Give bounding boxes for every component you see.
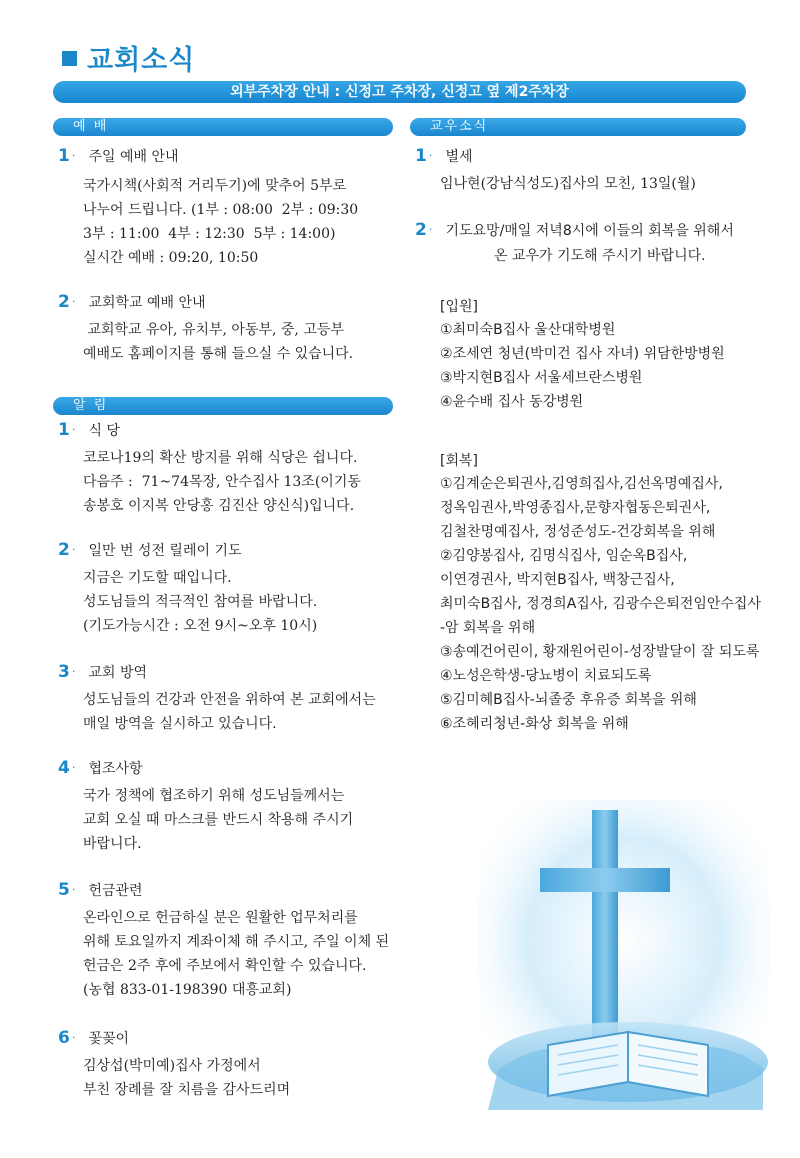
hospital-heading: [입원]	[440, 299, 478, 315]
members-news-header: 교우소식	[410, 118, 746, 136]
worship-header: 예 배	[53, 118, 393, 136]
worship-item-2-title: 교회학교 예배 안내	[88, 295, 206, 311]
worship-item-2: 2 · 교회학교 예배 안내	[58, 292, 206, 312]
worship-item-1: 1 · 주일 예배 안내	[58, 146, 179, 166]
cross-bible-illustration	[478, 800, 770, 1110]
worship-item-1-title: 주일 예배 안내	[88, 149, 179, 165]
notice-item-6: 6 · 꽃꽂이	[58, 1028, 130, 1048]
members-item-2: 2 · 기도요망/매일 저녁8시에 이들의 회복을 위해서	[415, 220, 734, 240]
notice-item-1-body: 코로나19의 확산 방지를 위해 식당은 쉽니다. 다음주 : 71~74목장, 안수집사 13조(이기동 송봉호 이지복 안당홍 김진산 양신식)입니다.	[83, 450, 361, 514]
worship-item-2-body: 교회학교 유아, 유치부, 아동부, 중, 고등부 예배도 홈페이지를 통해 들으실 수 있습니다.	[83, 322, 354, 362]
notice-header: 알 림	[53, 397, 393, 415]
recovery-heading: [회복]	[440, 453, 478, 469]
notice-item-6-body: 김상섭(박미예)집사 가정에서 부친 장례를 잘 치름을 감사드리며	[83, 1058, 291, 1098]
notice-item-5: 5 · 헌금관련	[58, 880, 143, 900]
notice-item-5-body: 온라인으로 헌금하실 분은 원활한 업무처리를 위해 토요일까지 계좌이체 해 주시고, 주일 이체 된 헌금은 2주 후에 주보에서 확인할 수 있습니다. (농협 833-01-198390 대흥교회)	[83, 910, 390, 998]
parking-banner: 외부주차장 안내 : 신정고 주차장, 신정고 옆 제2주차장	[53, 81, 746, 103]
notice-item-2-body: 지금은 기도할 때입니다. 성도님들의 적극적인 참여를 바랍니다. (기도가능시간 : 오전 9시~오후 10시)	[83, 570, 318, 634]
page-title: 교회소식	[62, 38, 195, 77]
notice-item-3: 3 · 교회 방역	[58, 662, 147, 682]
members-item-1: 1 · 별세	[415, 146, 473, 166]
recovery-list: ①김계순은퇴권사,김영희집사,김선옥명예집사, 정옥임권사,박영종집사,문향자협동은퇴권사, 김철찬명예집사, 정성준성도-건강회복을 위해 ②김양봉집사, 김명식집사, 임순옥B집사, 이연경권사, 박지현B집사, 백창근집사, 최미숙B집사, 정경희A집사, 김광수은퇴전임안수집사 -암 회복을 위해 ③송예건어린이, 황재원어린이-성장발달이 잘 되도록 ④노성은학생-당뇨병이 치료되도록 ⑤김미혜B집사-뇌졸중 후유증 회복을 위해 ⑥조혜리청년-화상 회복을 위해	[440, 476, 761, 732]
notice-item-3-body: 성도님들의 건강과 안전을 위하여 본 교회에서는 매일 방역을 실시하고 있습니다.	[83, 692, 376, 732]
worship-item-1-body: 국가시책(사회적 거리두기)에 맞추어 5부로 나누어 드립니다. (1부 : 08:00 2부 : 09:30 3부 : 11:00 4부 : 12:30 5부 : 14:00) 실시간 예배 : 09:20, 10:50	[83, 178, 359, 266]
hospital-list: ①최미숙B집사 울산대학병원 ②조세연 청년(박미건 집사 자녀) 위담한방병원 ③박지현B집사 서울세브란스병원 ④윤수배 집사 동강병원	[440, 322, 725, 410]
members-item-1-body: 임나현(강남식성도)집사의 모친, 13일(월)	[440, 176, 696, 192]
members-item-2-body: 온 교우가 기도해 주시기 바랍니다.	[494, 248, 706, 264]
notice-item-4-body: 국가 정책에 협조하기 위해 성도님들께서는 교회 오실 때 마스크를 반드시 착용해 주시기 바랍니다.	[83, 788, 354, 852]
notice-item-2: 2 · 일만 번 성전 릴레이 기도	[58, 540, 242, 560]
notice-item-1: 1 · 식 당	[58, 420, 120, 440]
notice-item-4: 4 · 협조사항	[58, 758, 143, 778]
square-icon	[62, 51, 77, 66]
